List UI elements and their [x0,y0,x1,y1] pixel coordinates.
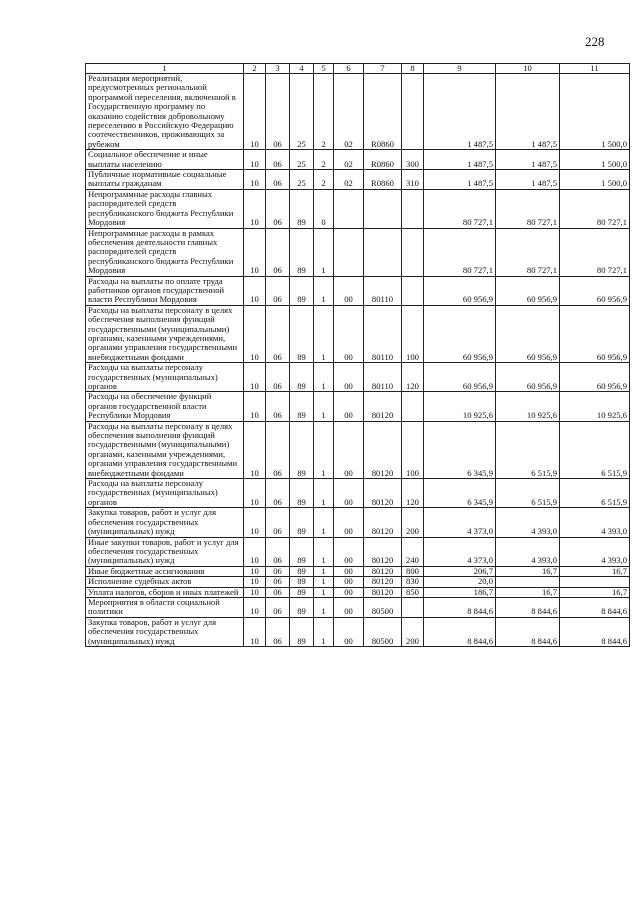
amount-col-11: 1 500,0 [560,150,630,170]
subprogram-code: 1 [314,363,334,392]
expense-type [402,74,424,150]
amount-col-11: 60 956,9 [560,363,630,392]
amount-col-10: 6 515,9 [496,479,560,508]
target-article: R0860 [364,170,402,190]
target-article: 80120 [364,479,402,508]
amount-col-10: 1 487,5 [496,74,560,150]
target-article: 80120 [364,577,402,587]
amount-col-10: 1 487,5 [496,150,560,170]
table-row [86,170,630,190]
amount-col-9: 1 487,5 [424,150,496,170]
target-article: 80120 [364,587,402,597]
subprogram-code: 1 [314,597,334,617]
table-row [86,150,630,170]
table-row [86,508,630,537]
row-name: Расходы на выплаты персоналу государственных (муниципальных) органов [86,479,244,508]
direction-code: 00 [334,597,364,617]
subprogram-code: 1 [314,392,334,421]
table-row [86,587,630,597]
expense-type: 850 [402,587,424,597]
row-name: Расходы на выплаты персоналу в целях обеспечения выполнения функций государственными (муниципальными) органами, казенными учреждениями, органами управления государственными внебюджетными фондами [86,305,244,362]
subsection-code: 06 [266,276,290,305]
row-name: Иные бюджетные ассигнования [86,566,244,576]
subsection-code: 06 [266,74,290,150]
subsection-code: 06 [266,170,290,190]
subprogram-code: 2 [314,170,334,190]
expense-type [402,597,424,617]
target-article [364,228,402,276]
direction-code: 00 [334,617,364,646]
subprogram-code: 1 [314,421,334,478]
header-cell: 9 [424,64,496,74]
subprogram-code: 2 [314,150,334,170]
amount-col-10: 60 956,9 [496,305,560,362]
direction-code: 00 [334,566,364,576]
expense-type [402,392,424,421]
program-code: 89 [290,189,314,228]
amount-col-10: 80 727,1 [496,228,560,276]
header-cell: 8 [402,64,424,74]
table-row [86,577,630,587]
row-name: Расходы на выплаты персоналу государственных (муниципальных) органов [86,363,244,392]
amount-col-9: 1 487,5 [424,170,496,190]
amount-col-11: 4 393,0 [560,508,630,537]
amount-col-11: 60 956,9 [560,276,630,305]
expense-type [402,189,424,228]
section-code: 10 [244,421,266,478]
table-row [86,617,630,646]
target-article: 80120 [364,392,402,421]
header-cell: 11 [560,64,630,74]
section-code: 10 [244,170,266,190]
direction-code: 00 [334,421,364,478]
expense-type: 200 [402,508,424,537]
target-article: 80120 [364,508,402,537]
target-article: R0860 [364,150,402,170]
direction-code [334,228,364,276]
amount-col-10: 16,7 [496,587,560,597]
table-row [86,363,630,392]
expense-type: 240 [402,537,424,566]
amount-col-11: 16,7 [560,587,630,597]
table-row [86,228,630,276]
amount-col-10: 8 844,6 [496,617,560,646]
header-cell: 6 [334,64,364,74]
direction-code [334,189,364,228]
row-name: Непрограммные расходы в рамках обеспечения деятельности главных распорядителей средств республиканского бюджета Республики Мордовия [86,228,244,276]
row-name: Мероприятия в области социальной политики [86,597,244,617]
row-name: Социальное обеспечение и иные выплаты населению [86,150,244,170]
subsection-code: 06 [266,577,290,587]
section-code: 10 [244,305,266,362]
expense-type [402,276,424,305]
program-code: 25 [290,170,314,190]
subprogram-code: 1 [314,228,334,276]
subprogram-code: 0 [314,189,334,228]
target-article: 80120 [364,537,402,566]
header-cell: 1 [86,64,244,74]
section-code: 10 [244,228,266,276]
section-code: 10 [244,189,266,228]
subprogram-code: 1 [314,577,334,587]
target-article: 80500 [364,597,402,617]
row-name: Непрограммные расходы главных распорядителей средств республиканского бюджета Республики Мордовия [86,189,244,228]
program-code: 25 [290,74,314,150]
header-cell: 5 [314,64,334,74]
row-name: Исполнение судебных актов [86,577,244,587]
subsection-code: 06 [266,617,290,646]
section-code: 10 [244,577,266,587]
budget-table [85,63,630,647]
amount-col-9: 6 345,9 [424,479,496,508]
table-row [86,276,630,305]
target-article: 80120 [364,566,402,576]
section-code: 10 [244,587,266,597]
direction-code: 00 [334,363,364,392]
program-code: 89 [290,421,314,478]
direction-code: 02 [334,170,364,190]
direction-code: 00 [334,276,364,305]
amount-col-11: 8 844,6 [560,617,630,646]
section-code: 10 [244,150,266,170]
direction-code: 00 [334,587,364,597]
subsection-code: 06 [266,150,290,170]
subsection-code: 06 [266,508,290,537]
table-row [86,74,630,150]
section-code: 10 [244,597,266,617]
target-article: R0860 [364,74,402,150]
expense-type: 200 [402,617,424,646]
table-row [86,597,630,617]
amount-col-9: 60 956,9 [424,363,496,392]
amount-col-11: 10 925,6 [560,392,630,421]
amount-col-11: 60 956,9 [560,305,630,362]
header-cell: 2 [244,64,266,74]
subsection-code: 06 [266,189,290,228]
amount-col-10: 60 956,9 [496,363,560,392]
target-article: 80120 [364,421,402,478]
section-code: 10 [244,74,266,150]
header-cell: 10 [496,64,560,74]
amount-col-10: 1 487,5 [496,170,560,190]
program-code: 89 [290,617,314,646]
table-body [86,74,630,647]
subprogram-code: 1 [314,587,334,597]
direction-code: 02 [334,74,364,150]
amount-col-10: 4 393,0 [496,537,560,566]
expense-type: 120 [402,479,424,508]
subprogram-code: 1 [314,276,334,305]
section-code: 10 [244,537,266,566]
amount-col-10: 16,7 [496,566,560,576]
amount-col-10: 10 925,6 [496,392,560,421]
amount-col-9: 4 373,0 [424,537,496,566]
amount-col-9: 6 345,9 [424,421,496,478]
subsection-code: 06 [266,363,290,392]
subsection-code: 06 [266,566,290,576]
program-code: 89 [290,597,314,617]
program-code: 89 [290,508,314,537]
target-article: 80110 [364,276,402,305]
row-name: Расходы на выплаты по оплате труда работников органов государственной власти Республики Мордовия [86,276,244,305]
amount-col-9: 4 373,0 [424,508,496,537]
header-cell: 4 [290,64,314,74]
program-code: 89 [290,392,314,421]
target-article: 80500 [364,617,402,646]
page-number: 228 [585,34,605,49]
subsection-code: 06 [266,392,290,421]
expense-type: 310 [402,170,424,190]
expense-type: 120 [402,363,424,392]
amount-col-9: 8 844,6 [424,597,496,617]
amount-col-9: 206,7 [424,566,496,576]
program-code: 89 [290,537,314,566]
expense-type: 100 [402,421,424,478]
subprogram-code: 2 [314,74,334,150]
row-name: Расходы на обеспечение функций органов государственной власти Республики Мордовия [86,392,244,421]
amount-col-11: 1 500,0 [560,74,630,150]
expense-type: 800 [402,566,424,576]
amount-col-10 [496,577,560,587]
amount-col-10: 4 393,0 [496,508,560,537]
section-code: 10 [244,392,266,421]
program-code: 89 [290,276,314,305]
amount-col-9: 60 956,9 [424,276,496,305]
program-code: 89 [290,566,314,576]
row-name: Публичные нормативные социальные выплаты гражданам [86,170,244,190]
header-cell: 7 [364,64,402,74]
subprogram-code: 1 [314,537,334,566]
amount-col-9: 20,0 [424,577,496,587]
program-code: 89 [290,479,314,508]
expense-type: 100 [402,305,424,362]
table-row [86,537,630,566]
header-row [86,64,630,74]
subsection-code: 06 [266,479,290,508]
table-row [86,566,630,576]
table-row [86,305,630,362]
row-name: Расходы на выплаты персоналу в целях обеспечения выполнения функций государственными (муниципальными) органами, казенными учреждениями, органами управления государственными внебюджетными фондами [86,421,244,478]
amount-col-11: 1 500,0 [560,170,630,190]
subsection-code: 06 [266,597,290,617]
amount-col-9: 60 956,9 [424,305,496,362]
amount-col-11: 80 727,1 [560,228,630,276]
amount-col-11: 4 393,0 [560,537,630,566]
program-code: 89 [290,363,314,392]
section-code: 10 [244,276,266,305]
program-code: 25 [290,150,314,170]
program-code: 89 [290,587,314,597]
subprogram-code: 1 [314,508,334,537]
subprogram-code: 1 [314,566,334,576]
subsection-code: 06 [266,305,290,362]
target-article: 80110 [364,363,402,392]
row-name: Закупка товаров, работ и услуг для обеспечения государственных (муниципальных) нужд [86,617,244,646]
program-code: 89 [290,305,314,362]
section-code: 10 [244,508,266,537]
amount-col-11 [560,577,630,587]
table-row [86,479,630,508]
row-name: Закупка товаров, работ и услуг для обеспечения государственных (муниципальных) нужд [86,508,244,537]
direction-code: 00 [334,577,364,587]
row-name: Реализация мероприятий, предусмотренных региональной программой переселения, включенной в Государственную программу по оказанию содействия добровольному переселению в Российскую Федерацию соотечественников, проживающих за рубежом [86,74,244,150]
header-cell: 3 [266,64,290,74]
section-code: 10 [244,479,266,508]
subprogram-code: 1 [314,479,334,508]
amount-col-10: 6 515,9 [496,421,560,478]
table-row [86,189,630,228]
amount-col-9: 80 727,1 [424,228,496,276]
amount-col-9: 1 487,5 [424,74,496,150]
direction-code: 00 [334,392,364,421]
direction-code: 00 [334,479,364,508]
program-code: 89 [290,577,314,587]
row-name: Уплата налогов, сборов и иных платежей [86,587,244,597]
section-code: 10 [244,363,266,392]
amount-col-11: 6 515,9 [560,479,630,508]
subsection-code: 06 [266,228,290,276]
expense-type: 300 [402,150,424,170]
amount-col-9: 8 844,6 [424,617,496,646]
amount-col-11: 16,7 [560,566,630,576]
section-code: 10 [244,566,266,576]
direction-code: 00 [334,508,364,537]
amount-col-9: 10 925,6 [424,392,496,421]
amount-col-10: 8 844,6 [496,597,560,617]
table-row [86,421,630,478]
subprogram-code: 1 [314,305,334,362]
amount-col-10: 80 727,1 [496,189,560,228]
amount-col-9: 186,7 [424,587,496,597]
expense-type: 830 [402,577,424,587]
subsection-code: 06 [266,587,290,597]
direction-code: 00 [334,537,364,566]
direction-code: 00 [334,305,364,362]
direction-code: 02 [334,150,364,170]
subsection-code: 06 [266,537,290,566]
amount-col-10: 60 956,9 [496,276,560,305]
table-row [86,392,630,421]
amount-col-11: 6 515,9 [560,421,630,478]
target-article [364,189,402,228]
subsection-code: 06 [266,421,290,478]
subprogram-code: 1 [314,617,334,646]
amount-col-11: 8 844,6 [560,597,630,617]
amount-col-11: 80 727,1 [560,189,630,228]
program-code: 89 [290,228,314,276]
expense-type [402,228,424,276]
amount-col-9: 80 727,1 [424,189,496,228]
section-code: 10 [244,617,266,646]
target-article: 80110 [364,305,402,362]
row-name: Иные закупки товаров, работ и услуг для обеспечения государственных (муниципальных) нужд [86,537,244,566]
